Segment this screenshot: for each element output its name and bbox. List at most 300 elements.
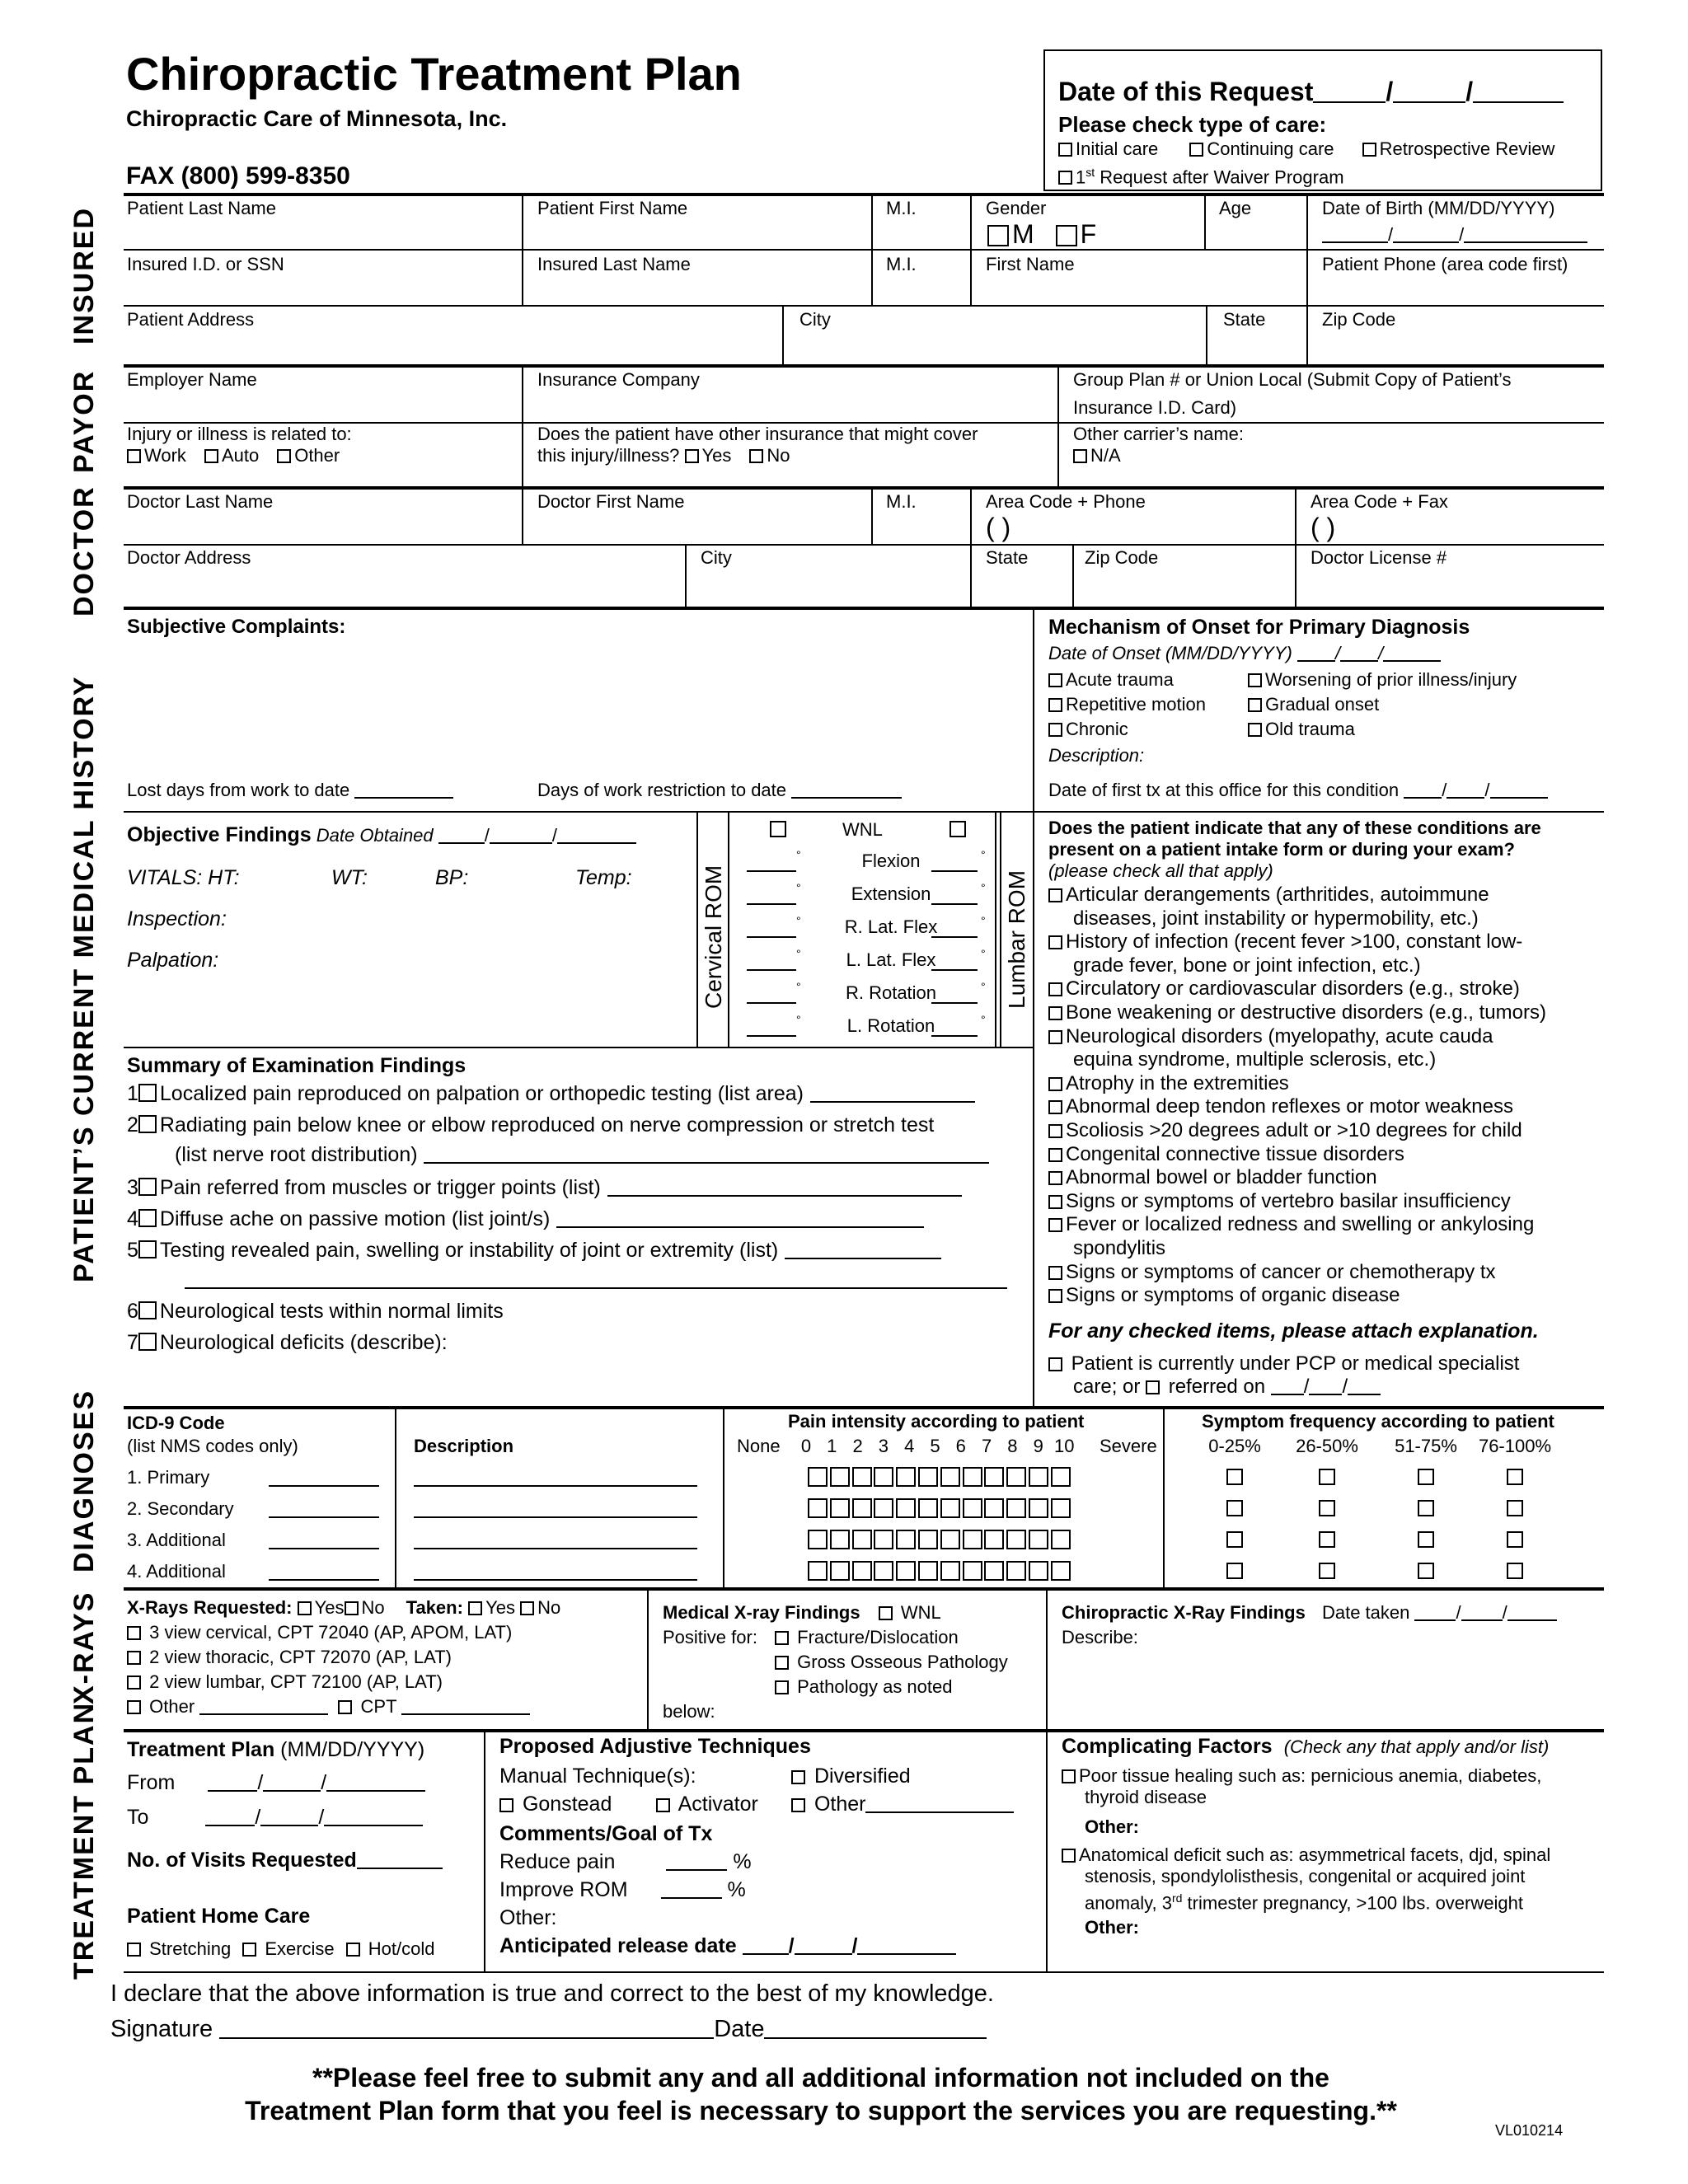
tech-diversified[interactable]: Diversified <box>791 1765 911 1787</box>
symptom-frequency-checkbox[interactable] <box>1226 1500 1243 1516</box>
techniques-title: Proposed Adjustive Techniques <box>499 1735 811 1758</box>
side-label-xrays: X-RAYS <box>68 1591 100 1704</box>
doctor-license-field[interactable]: Doctor License # <box>1311 547 1447 568</box>
pain-scale-number: 10 <box>1054 1436 1075 1456</box>
employer-name-field[interactable]: Employer Name <box>127 369 257 390</box>
xray-thoracic[interactable]: 2 view thoracic, CPT 72070 (AP, LAT) <box>127 1647 452 1668</box>
objective-findings-label[interactable]: Objective Findings Date Obtained / / <box>127 824 636 846</box>
xray-taken-yes[interactable]: Yes <box>468 1597 515 1618</box>
comp-other-1[interactable]: Other: <box>1085 1816 1139 1837</box>
nms-label: (list NMS codes only) <box>127 1436 298 1456</box>
other-ins-yes[interactable]: Yes <box>685 445 732 466</box>
care-first-after-waiver[interactable]: 1st Request after Waiver Program <box>1058 162 1344 188</box>
cervical-rom-label: Cervical ROM <box>701 865 726 1009</box>
frequency-label: 51-75% <box>1395 1436 1457 1456</box>
other-insurance-label-1: Does the patient have other insurance that might cover <box>537 424 978 444</box>
condition-item[interactable]: Circulatory or cardiovascular disorders (e.g., stroke) <box>1048 977 1520 1001</box>
other-carrier-field[interactable]: Other carrier’s name: <box>1073 424 1245 444</box>
lumbar-rom-blank[interactable] <box>931 921 978 938</box>
pain-scale-number: 9 <box>1033 1436 1043 1456</box>
condition-item[interactable]: Bone weakening or destructive disorders (e.g., tumors) <box>1048 1001 1546 1024</box>
form-title: Chiropractic Treatment Plan <box>126 48 742 100</box>
conditions-question-2: present on a patient intake form or during your exam? <box>1048 839 1515 860</box>
pain-intensity-checkbox[interactable] <box>1029 1561 1048 1581</box>
symptom-frequency-checkbox[interactable] <box>1507 1563 1523 1579</box>
chiro-xray-findings[interactable]: Chiropractic X-Ray Findings Date taken / / <box>1062 1602 1557 1624</box>
pain-intensity-checkbox[interactable] <box>830 1467 850 1487</box>
symptom-frequency-checkbox[interactable] <box>1226 1469 1243 1485</box>
treatment-to-field[interactable]: To / / <box>127 1807 423 1828</box>
condition-item[interactable]: Atrophy in the extremities <box>1048 1072 1289 1095</box>
diagnosis-row-label: 1. Primary <box>127 1467 210 1488</box>
pain-scale-number: 6 <box>955 1436 966 1456</box>
comments-goal-title: Comments/Goal of Tx <box>499 1822 713 1845</box>
summary-item-5[interactable]: 5 Testing revealed pain, swelling or instability of joint or extremity (list) <box>127 1238 941 1263</box>
restriction-days-field[interactable]: Days of work restriction to date <box>537 780 902 801</box>
rom-label: L. Lat. Flex <box>846 949 936 970</box>
pain-intensity-checkbox[interactable] <box>830 1561 850 1581</box>
group-plan-label-2: Insurance I.D. Card) <box>1073 397 1237 418</box>
home-hotcold[interactable]: Hot/cold <box>346 1938 435 1959</box>
condition-item[interactable]: Abnormal deep tendon reflexes or motor weakness <box>1048 1095 1513 1118</box>
pain-intensity-checkbox[interactable] <box>984 1467 1004 1487</box>
frequency-label: 76-100% <box>1478 1436 1552 1456</box>
xray-other[interactable]: Other <box>127 1696 328 1717</box>
pain-intensity-checkbox[interactable] <box>963 1498 982 1518</box>
care-initial[interactable]: Initial care <box>1058 138 1158 159</box>
symptom-frequency-checkbox[interactable] <box>1226 1563 1243 1579</box>
degree-mark: ° <box>796 1013 801 1026</box>
care-type-row <box>1058 138 1554 160</box>
pain-intensity-checkbox[interactable] <box>852 1467 872 1487</box>
pain-intensity-checkbox[interactable] <box>1029 1530 1048 1549</box>
pain-intensity-checkbox[interactable] <box>1051 1467 1071 1487</box>
pain-intensity-checkbox[interactable] <box>874 1561 893 1581</box>
pain-intensity-checkbox[interactable] <box>940 1498 960 1518</box>
pain-intensity-checkbox[interactable] <box>808 1467 828 1487</box>
onset-old-trauma[interactable]: Old trauma <box>1248 719 1355 740</box>
doctor-fax-field[interactable]: ( ) <box>1311 513 1336 542</box>
rom-label: L. Rotation <box>846 1015 935 1036</box>
palpation-field[interactable]: Palpation: <box>127 949 219 972</box>
doctor-phone-field[interactable]: ( ) <box>986 513 1011 542</box>
pain-scale-number: 4 <box>904 1436 915 1456</box>
patient-zip-field[interactable]: Zip Code <box>1322 309 1396 330</box>
onset-acute[interactable]: Acute trauma <box>1048 669 1174 691</box>
pain-scale-number: 1 <box>827 1436 837 1456</box>
xray-taken-no[interactable]: No <box>520 1597 560 1618</box>
finding-gross-osseous[interactable]: Gross Osseous Pathology <box>775 1652 1008 1673</box>
onset-chronic[interactable]: Chronic <box>1048 719 1128 740</box>
rom-label: Flexion <box>861 851 921 871</box>
footer-note-1: **Please feel free to submit any and all additional information not included on the <box>312 2063 1329 2093</box>
symptom-frequency-checkbox[interactable] <box>1319 1469 1335 1485</box>
doctor-address-field[interactable]: Doctor Address <box>127 547 251 568</box>
degree-mark: ° <box>981 1013 986 1026</box>
pain-intensity-checkbox[interactable] <box>852 1530 872 1549</box>
symptom-frequency-checkbox[interactable] <box>1319 1531 1335 1548</box>
gender-f[interactable]: F <box>1056 219 1097 249</box>
pain-intensity-checkbox[interactable] <box>963 1467 982 1487</box>
cervical-rom-blank[interactable] <box>747 954 796 971</box>
xray-lumbar[interactable]: 2 view lumbar, CPT 72100 (AP, LAT) <box>127 1671 443 1693</box>
insured-last-name-field[interactable]: Insured Last Name <box>537 254 691 274</box>
positive-for-label: Positive for: <box>663 1627 757 1647</box>
patient-address-field[interactable]: Patient Address <box>127 309 255 330</box>
xray-req-yes[interactable]: Yes <box>298 1597 345 1618</box>
home-care-options <box>127 1938 435 1960</box>
side-label-history: PATIENT’S CURRENT MEDICAL HISTORY <box>68 675 100 1282</box>
icd-code-field[interactable] <box>269 1548 379 1549</box>
manual-technique-label: Manual Technique(s): <box>499 1765 696 1788</box>
lumbar-rom-blank[interactable] <box>931 954 978 971</box>
pain-intensity-checkbox[interactable] <box>1029 1467 1048 1487</box>
condition-item[interactable]: Neurological disorders (myelopathy, acute cauda <box>1048 1025 1493 1048</box>
doctor-last-name-field[interactable]: Doctor Last Name <box>127 491 274 512</box>
vitals-bp-field[interactable]: BP: <box>435 866 469 889</box>
injury-work[interactable]: Work <box>127 445 186 466</box>
pain-intensity-checkbox[interactable] <box>852 1498 872 1518</box>
wnl-label: WNL <box>842 819 883 840</box>
degree-mark: ° <box>981 980 986 993</box>
degree-mark: ° <box>796 947 801 960</box>
insured-first-name-field[interactable]: First Name <box>986 254 1075 274</box>
summary-title: Summary of Examination Findings <box>127 1054 467 1077</box>
home-care-title: Patient Home Care <box>127 1905 311 1928</box>
form-code: VL010214 <box>1495 2122 1564 2139</box>
xray-other-row <box>127 1696 530 1718</box>
rom-label: R. Rotation <box>845 982 937 1003</box>
pain-intensity-checkbox[interactable] <box>984 1530 1004 1549</box>
lumbar-rom-blank[interactable] <box>931 1020 978 1037</box>
gender-m[interactable]: M <box>987 219 1034 249</box>
inspection-field[interactable]: Inspection: <box>127 907 227 930</box>
onset-worsening[interactable]: Worsening of prior illness/injury <box>1248 669 1517 691</box>
care-continuing[interactable]: Continuing care <box>1189 138 1334 159</box>
date-of-request[interactable]: Date of this Request / / <box>1058 76 1564 107</box>
condition-item-cont: spondylitis <box>1073 1237 1166 1259</box>
med-xray-wnl[interactable]: WNL <box>879 1602 941 1623</box>
insured-mi-field[interactable]: M.I. <box>886 254 917 274</box>
pain-intensity-checkbox[interactable] <box>984 1498 1004 1518</box>
check-type-label: Please check type of care: <box>1058 112 1327 137</box>
group-plan-label-1: Group Plan # or Union Local (Submit Copy of Patient’s <box>1073 369 1512 390</box>
pain-intensity-checkbox[interactable] <box>1051 1530 1071 1549</box>
condition-item[interactable]: Articular derangements (arthritides, autoimmune <box>1048 883 1489 907</box>
pain-intensity-checkbox[interactable] <box>808 1530 828 1549</box>
tech-gonstead[interactable]: Gonstead <box>499 1793 612 1815</box>
condition-item[interactable]: Scoliosis >20 degrees adult or >10 degrees for child <box>1048 1119 1522 1142</box>
signature-field[interactable]: Signature Date <box>110 2014 987 2043</box>
side-label-payor: PAYOR <box>68 369 100 473</box>
pain-intensity-checkbox[interactable] <box>984 1561 1004 1581</box>
summary-item-1[interactable]: 1 Localized pain reproduced on palpation or orthopedic testing (list area) <box>127 1081 975 1106</box>
xray-cpt[interactable]: CPT <box>338 1696 530 1717</box>
pain-intensity-checkbox[interactable] <box>896 1561 916 1581</box>
conditions-question-1: Does the patient indicate that any of these conditions are <box>1048 818 1541 838</box>
dob-label: Date of Birth (MM/DD/YYYY) <box>1322 198 1555 218</box>
fax-number: FAX (800) 599-8350 <box>126 162 350 190</box>
doctor-first-name-field[interactable]: Doctor First Name <box>537 491 685 512</box>
symptom-frequency-checkbox[interactable] <box>1226 1531 1243 1548</box>
diagnosis-description-field[interactable] <box>414 1548 697 1549</box>
doctor-phone-label: Area Code + Phone <box>986 491 1146 512</box>
pain-intensity-checkbox[interactable] <box>1006 1561 1026 1581</box>
pain-intensity-checkbox[interactable] <box>1029 1498 1048 1518</box>
condition-item[interactable]: Congenital connective tissue disorders <box>1048 1143 1404 1166</box>
insurance-company-field[interactable]: Insurance Company <box>537 369 700 390</box>
pcp-checkbox[interactable]: Patient is currently under PCP or medical specialist <box>1048 1353 1519 1375</box>
degree-mark: ° <box>796 848 801 861</box>
diagnosis-description-field[interactable] <box>414 1485 697 1487</box>
cervical-wnl-checkbox[interactable] <box>770 821 786 837</box>
condition-item[interactable]: Abnormal bowel or bladder function <box>1048 1166 1377 1189</box>
pain-intensity-checkbox[interactable] <box>874 1467 893 1487</box>
diagnosis-row-label: 2. Secondary <box>127 1498 234 1519</box>
improve-rom-field[interactable]: Improve ROM % <box>499 1878 746 1901</box>
side-label-treatment: TREATMENT PLAN <box>68 1701 100 1980</box>
xray-req-no[interactable]: No <box>345 1597 385 1618</box>
pain-intensity-checkbox[interactable] <box>1006 1530 1026 1549</box>
summary-item-7[interactable]: 7 Neurological deficits (describe): <box>127 1331 448 1354</box>
diagnosis-description-field[interactable] <box>414 1579 697 1581</box>
pain-intensity-checkbox[interactable] <box>918 1530 938 1549</box>
pain-intensity-checkbox[interactable] <box>1006 1467 1026 1487</box>
pain-intensity-checkbox[interactable] <box>852 1561 872 1581</box>
patient-mi-field[interactable]: M.I. <box>886 198 917 218</box>
side-label-diagnoses: DIAGNOSES <box>68 1389 100 1572</box>
icd-code-field[interactable] <box>269 1485 379 1487</box>
description-label: Description <box>414 1436 514 1456</box>
injury-related-options <box>127 445 340 466</box>
doctor-city-field[interactable]: City <box>701 547 732 568</box>
pain-intensity-checkbox[interactable] <box>874 1530 893 1549</box>
referred-field[interactable]: care; or referred on / / <box>1073 1376 1381 1398</box>
patient-state-field[interactable]: State <box>1223 309 1266 330</box>
pain-intensity-checkbox[interactable] <box>896 1498 916 1518</box>
pain-intensity-checkbox[interactable] <box>1051 1498 1071 1518</box>
pain-intensity-title: Pain intensity according to patient <box>788 1411 1085 1432</box>
finding-fracture[interactable]: Fracture/Dislocation <box>775 1627 959 1648</box>
chiro-describe-field[interactable]: Describe: <box>1062 1627 1138 1647</box>
pain-scale-number: 7 <box>981 1436 992 1456</box>
patient-first-name-field[interactable]: Patient First Name <box>537 198 688 218</box>
dob-field[interactable]: / / <box>1322 224 1587 246</box>
rom-label: Extension <box>851 883 931 904</box>
vitals-wt-field[interactable]: WT: <box>331 866 368 889</box>
lumbar-rom-blank[interactable] <box>931 855 978 872</box>
summary5-extra-line[interactable] <box>185 1287 1007 1289</box>
nerve-root-field[interactable]: (list nerve root distribution) <box>175 1144 989 1165</box>
pain-intensity-checkbox[interactable] <box>1006 1498 1026 1518</box>
pain-intensity-checkbox[interactable] <box>808 1498 828 1518</box>
doctor-state-field[interactable]: State <box>986 547 1029 568</box>
vitals-temp-field[interactable]: Temp: <box>575 866 632 889</box>
finding-pathology[interactable]: Pathology as noted <box>775 1676 953 1698</box>
pain-intensity-checkbox[interactable] <box>830 1530 850 1549</box>
onset-description-field[interactable]: Description: <box>1048 745 1145 766</box>
side-label-insured: INSURED <box>68 206 100 344</box>
release-date-field[interactable]: Anticipated release date / / <box>499 1935 956 1957</box>
symptom-frequency-checkbox[interactable] <box>1418 1469 1434 1485</box>
summary-item-4[interactable]: 4 Diffuse ache on passive motion (list joint/s) <box>127 1207 924 1231</box>
pain-intensity-checkbox[interactable] <box>830 1498 850 1518</box>
pain-intensity-checkbox[interactable] <box>918 1561 938 1581</box>
care-retro[interactable]: Retrospective Review <box>1362 138 1555 159</box>
lumbar-rom-blank[interactable] <box>931 888 978 905</box>
comp-anatomical-3: anomaly, 3rd trimester pregnancy, >100 lbs. overweight <box>1085 1891 1523 1914</box>
symptom-frequency-checkbox[interactable] <box>1507 1469 1523 1485</box>
pain-scale-number: 2 <box>852 1436 863 1456</box>
condition-item[interactable]: Signs or symptoms of vertebro basilar insufficiency <box>1048 1190 1511 1213</box>
treatment-other-field[interactable]: Other: <box>499 1906 557 1929</box>
rom-label: R. Lat. Flex <box>844 916 938 937</box>
cervical-rom-blank[interactable] <box>747 921 796 938</box>
footer-note-2: Treatment Plan form that you feel is necessary to support the services you are requesting.** <box>245 2096 1397 2125</box>
pain-scale-number: 5 <box>930 1436 940 1456</box>
home-exercise[interactable]: Exercise <box>242 1938 334 1959</box>
lost-days-field[interactable]: Lost days from work to date <box>127 780 453 801</box>
symptom-frequency-checkbox[interactable] <box>1418 1563 1434 1579</box>
comp-poor-healing[interactable]: Poor tissue healing such as: pernicious anemia, diabetes, <box>1062 1765 1541 1787</box>
pain-intensity-checkbox[interactable] <box>896 1467 916 1487</box>
diagnosis-row-label: 3. Additional <box>127 1530 226 1550</box>
patient-city-field[interactable]: City <box>799 309 831 330</box>
treatment-from-field[interactable]: From / / <box>127 1772 425 1793</box>
icd-code-field[interactable] <box>269 1516 379 1518</box>
cervical-rom-label-box <box>697 865 729 1042</box>
pain-scale-number: 0 <box>800 1436 812 1456</box>
gender-options <box>987 219 1096 249</box>
cervical-rom-blank[interactable] <box>747 855 796 872</box>
other-ins-no[interactable]: No <box>749 445 790 466</box>
pain-intensity-checkbox[interactable] <box>963 1530 982 1549</box>
lumbar-rom-blank[interactable] <box>931 987 978 1004</box>
summary-item-2[interactable]: 2 Radiating pain below knee or elbow reproduced on nerve compression or stretch test <box>127 1113 935 1137</box>
treatment-plan-title: Treatment Plan (MM/DD/YYYY) <box>127 1738 425 1761</box>
symptom-frequency-checkbox[interactable] <box>1418 1500 1434 1516</box>
other-insurance-label-2: this injury/illness? Yes No <box>537 445 790 466</box>
patient-last-name-field[interactable]: Patient Last Name <box>127 198 276 218</box>
reduce-pain-field[interactable]: Reduce pain % <box>499 1850 752 1873</box>
insured-ssn-field[interactable]: Insured I.D. or SSN <box>127 254 284 274</box>
pain-intensity-checkbox[interactable] <box>1051 1561 1071 1581</box>
attach-explanation: For any checked items, please attach explanation. <box>1048 1319 1539 1343</box>
tech-activator[interactable]: Activator <box>656 1793 758 1815</box>
tech-other[interactable]: Other <box>791 1793 1014 1815</box>
condition-item-cont: diseases, joint instability or hypermobility, etc.) <box>1073 907 1479 930</box>
pain-intensity-checkbox[interactable] <box>963 1561 982 1581</box>
frequency-label: 26-50% <box>1296 1436 1358 1456</box>
condition-item-cont: grade fever, bone or joint infection, etc.) <box>1073 954 1421 977</box>
home-stretching[interactable]: Stretching <box>127 1938 231 1959</box>
pain-none-label: None <box>737 1436 781 1456</box>
injury-auto[interactable]: Auto <box>204 445 259 466</box>
pain-intensity-checkbox[interactable] <box>896 1530 916 1549</box>
summary-item-3[interactable]: 3 Pain referred from muscles or trigger points (list) <box>127 1175 962 1200</box>
comp-other-2[interactable]: Other: <box>1085 1917 1139 1938</box>
symptom-frequency-checkbox[interactable] <box>1319 1500 1335 1516</box>
cervical-rom-blank[interactable] <box>747 1020 796 1037</box>
condition-item-cont: equina syndrome, multiple sclerosis, etc.) <box>1073 1048 1437 1071</box>
onset-gradual[interactable]: Gradual onset <box>1248 694 1379 715</box>
doctor-fax-label: Area Code + Fax <box>1311 491 1448 512</box>
pain-scale-number: 8 <box>1007 1436 1018 1456</box>
date-of-onset-field[interactable]: Date of Onset (MM/DD/YYYY) / / <box>1048 643 1441 664</box>
degree-mark: ° <box>796 881 801 894</box>
summary-item-6[interactable]: 6 Neurological tests within normal limits <box>127 1300 504 1323</box>
pain-intensity-checkbox[interactable] <box>940 1530 960 1549</box>
symptom-frequency-checkbox[interactable] <box>1319 1563 1335 1579</box>
pain-severe-label: Severe <box>1100 1436 1157 1456</box>
injury-related-label: Injury or illness is related to: <box>127 424 352 444</box>
vitals-ht-field[interactable]: VITALS: HT: <box>127 866 240 889</box>
doctor-mi-field[interactable]: M.I. <box>886 491 917 512</box>
pain-scale-number: 3 <box>878 1436 889 1456</box>
degree-mark: ° <box>981 914 986 927</box>
carrier-na[interactable]: N/A <box>1073 445 1121 466</box>
side-label-doctor: DOCTOR <box>68 485 100 616</box>
degree-mark: ° <box>796 980 801 993</box>
icd-code-field[interactable] <box>269 1579 379 1581</box>
doctor-zip-field[interactable]: Zip Code <box>1085 547 1159 568</box>
pain-intensity-checkbox[interactable] <box>940 1467 960 1487</box>
lumbar-rom-label: Lumbar ROM <box>1004 869 1029 1009</box>
xrays-requested-row: X-Rays Requested: Yes No Taken: Yes No <box>127 1597 561 1618</box>
cervical-rom-blank[interactable] <box>747 987 796 1004</box>
company-name: Chiropractic Care of Minnesota, Inc. <box>126 106 508 131</box>
condition-item[interactable]: Signs or symptoms of organic disease <box>1048 1284 1400 1307</box>
patient-phone-field[interactable]: Patient Phone (area code first) <box>1322 254 1568 274</box>
subjective-complaints-label[interactable]: Subjective Complaints: <box>127 616 346 638</box>
condition-item[interactable]: Fever or localized redness and swelling or ankylosing <box>1048 1213 1534 1236</box>
pain-intensity-checkbox[interactable] <box>918 1467 938 1487</box>
complicating-title: Complicating Factors (Check any that apply and/or list) <box>1062 1735 1550 1758</box>
gender-label: Gender <box>986 198 1047 218</box>
symptom-frequency-title: Symptom frequency according to patient <box>1202 1411 1554 1432</box>
lumbar-wnl-checkbox[interactable] <box>950 821 966 837</box>
symptom-frequency-checkbox[interactable] <box>1418 1531 1434 1548</box>
visits-requested-field[interactable]: No. of Visits Requested <box>127 1849 443 1871</box>
xray-cervical[interactable]: 3 view cervical, CPT 72040 (AP, APOM, LAT) <box>127 1622 512 1643</box>
pain-intensity-checkbox[interactable] <box>874 1498 893 1518</box>
pain-intensity-checkbox[interactable] <box>808 1561 828 1581</box>
injury-other[interactable]: Other <box>277 445 340 466</box>
comp-anatomical[interactable]: Anatomical deficit such as: asymmetrical facets, djd, spinal <box>1062 1844 1550 1866</box>
medical-xray-findings: Medical X-ray Findings WNL <box>663 1602 941 1623</box>
first-tx-date-field[interactable]: Date of first tx at this office for this condition / / <box>1048 780 1548 801</box>
diagnosis-row-label: 4. Additional <box>127 1561 226 1582</box>
degree-mark: ° <box>981 881 986 894</box>
onset-repetitive[interactable]: Repetitive motion <box>1048 694 1206 715</box>
mechanism-title: Mechanism of Onset for Primary Diagnosis <box>1048 616 1470 639</box>
diagnosis-description-field[interactable] <box>414 1516 697 1518</box>
pain-intensity-checkbox[interactable] <box>940 1561 960 1581</box>
pain-intensity-checkbox[interactable] <box>918 1498 938 1518</box>
comp-poor-healing-2: thyroid disease <box>1085 1787 1207 1807</box>
below-label: below: <box>663 1701 715 1722</box>
degree-mark: ° <box>981 947 986 960</box>
conditions-question-3: (please check all that apply) <box>1048 860 1273 881</box>
symptom-frequency-checkbox[interactable] <box>1507 1531 1523 1548</box>
condition-item[interactable]: History of infection (recent fever >100, constant low- <box>1048 930 1522 954</box>
condition-item[interactable]: Signs or symptoms of cancer or chemotherapy tx <box>1048 1261 1496 1284</box>
cervical-rom-blank[interactable] <box>747 888 796 905</box>
lumbar-rom-label-box <box>1001 869 1032 1042</box>
age-field[interactable]: Age <box>1219 198 1252 218</box>
symptom-frequency-checkbox[interactable] <box>1507 1500 1523 1516</box>
icd9-label: ICD-9 Code <box>127 1413 225 1433</box>
